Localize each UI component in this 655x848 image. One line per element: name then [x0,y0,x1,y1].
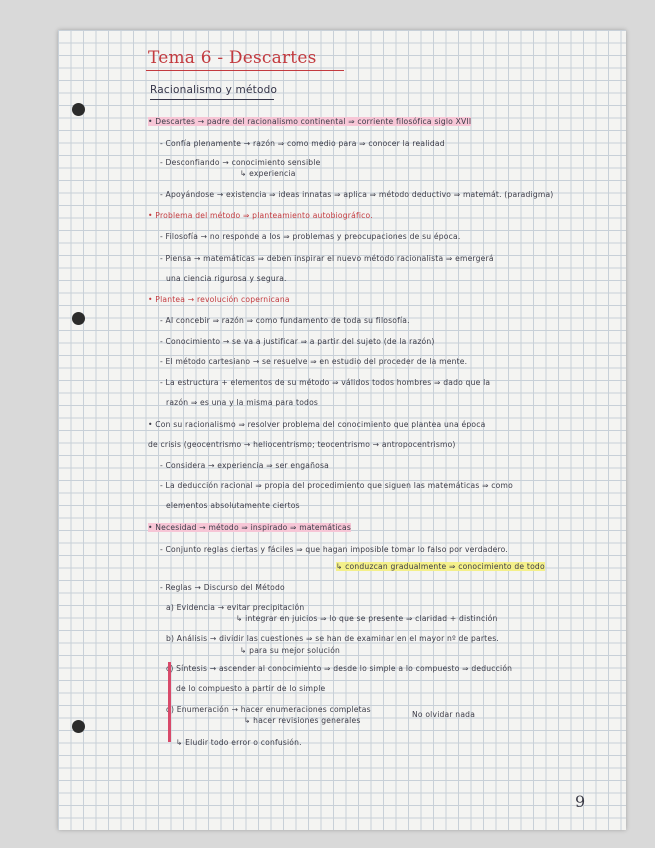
note-line: ↳ Eludir todo error o confusión. [176,738,302,747]
note-line: de crisis (geocentrismo → heliocentrismo; teocentrismo → antropocentrismo) [148,440,456,449]
binder-hole-icon [72,312,85,325]
note-line: • Necesidad → método ⇒ inspirado ⇒ matemáticas [148,523,352,532]
note-line: • Plantea → revolución copernicana [148,295,290,304]
note-line: elementos absolutamente ciertos [166,501,300,510]
note-line: - Desconfiando → conocimiento sensible [160,158,321,167]
binder-hole-icon [72,103,85,116]
note-line: No olvidar nada [412,710,476,719]
note-line: - Al concebir ⇒ razón ⇒ como fundamento de toda su filosofía. [160,316,410,325]
note-line: c) Síntesis → ascender al conocimiento ⇒ desde lo simple a lo compuesto ⇒ deducción [166,664,513,673]
note-line: - Filosofía → no responde a los ⇒ problemas y preocupaciones de su época. [160,232,461,241]
note-line: - Conjunto reglas ciertas y fáciles ⇒ que hagan imposible tomar lo falso por verdadero. [160,545,508,554]
margin-bracket [168,662,171,742]
note-line: ↳ integrar en juicios ⇒ lo que se presente ⇒ claridad + distinción [236,614,498,623]
page-subtitle: Racionalismo y método [150,84,278,96]
note-line: - La estructura + elementos de su método ⇒ válidos todos hombres ⇒ dado que la [160,378,491,387]
note-line: - El método cartesiano → se resuelve ⇒ en estudio del proceder de la mente. [160,357,468,366]
note-line: • Descartes → padre del racionalismo continental ⇒ corriente filosófica siglo XVII [148,117,472,126]
note-line: a) Evidencia → evitar precipitación [166,603,305,612]
note-line: ↳ experiencia [240,169,296,178]
note-line: - Considera → experiencia ⇒ ser engañosa [160,461,329,470]
note-line: - Apoyándose → existencia ⇒ ideas innatas ⇒ aplica ⇒ método deductivo ⇒ matemát. (paradigma) [160,190,554,199]
subtitle-underline [150,99,274,100]
note-line: • Con su racionalismo ⇒ resolver problema del conocimiento que plantea una época [148,420,486,429]
note-line: ↳ conduzcan gradualmente ⇒ conocimiento de todo [336,562,545,571]
page-number: 9 [575,792,586,811]
note-line: b) Análisis → dividir las cuestiones ⇒ se han de examinar en el mayor nº de partes. [166,634,499,643]
note-line: ↳ hacer revisiones generales [244,716,361,725]
title-underline [146,70,344,71]
note-line: d) Enumeración → hacer enumeraciones completas [166,705,371,714]
page-title: Tema 6 - Descartes [148,48,317,68]
note-line: de lo compuesto a partir de lo simple [176,684,326,693]
note-line: - La deducción racional ⇒ propia del procedimiento que siguen las matemáticas ⇒ como [160,481,513,490]
note-line: razón ⇒ es una y la misma para todos [166,398,319,407]
note-line: una ciencia rigurosa y segura. [166,274,287,283]
note-line: - Piensa → matemáticas ⇒ deben inspirar el nuevo método racionalista ⇒ emergerá [160,254,494,263]
note-line: ↳ para su mejor solución [240,646,341,655]
binder-hole-icon [72,720,85,733]
note-line: - Conocimiento → se va a justificar ⇒ a partir del sujeto (de la razón) [160,337,435,346]
note-line: - Confía plenamente → razón ⇒ como medio para ⇒ conocer la realidad [160,139,445,148]
note-line: • Problema del método ⇒ planteamiento autobiográfico. [148,211,373,220]
note-line: - Reglas → Discurso del Método [160,583,285,592]
